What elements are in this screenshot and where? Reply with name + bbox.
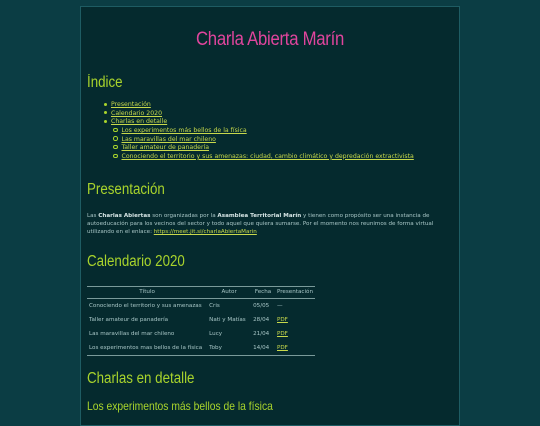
toc-link-presentacion[interactable]: Presentación (111, 101, 151, 108)
cell-presentacion (275, 341, 315, 356)
table-row (87, 341, 315, 356)
intro-bold: Charlas Abiertas (98, 213, 151, 219)
cell-autor: Nati y Matías (209, 317, 246, 323)
toc-subitem[interactable] (113, 144, 414, 153)
bullet-icon (113, 145, 118, 150)
page-container (80, 6, 460, 426)
cell-fecha: 21/04 (253, 331, 270, 337)
site-title: Charla Abierta Marín (195, 29, 345, 50)
heading-calendario: Calendario 2020 (87, 253, 185, 270)
cell-titulo: Las maravillas del mar chileno (89, 331, 175, 337)
toc-item[interactable] (104, 110, 167, 119)
calendar-table (87, 286, 315, 356)
cell-autor: Toby (207, 341, 251, 356)
cell-fecha: 28/04 (253, 317, 270, 323)
cell-fecha: 05/05 (253, 303, 270, 309)
bullet-icon (113, 154, 118, 159)
toc-link-detalle[interactable]: Charlas en detalle (111, 118, 168, 126)
toc-link-taller[interactable]: Taller amateur de panadería (121, 144, 209, 152)
table-header-row (87, 287, 315, 299)
bullet-icon (104, 103, 107, 106)
heading-detalle: Charlas en detalle (87, 370, 195, 387)
cell-titulo: Los experimentos mas bellos de la física (87, 341, 207, 356)
toc-list (104, 101, 167, 127)
heading-presentacion: Presentación (87, 181, 165, 198)
pdf-link[interactable]: PDF (276, 317, 288, 323)
pdf-link[interactable]: PDF (276, 331, 288, 337)
toc-subitem[interactable] (113, 127, 414, 136)
cell-presentacion: — (276, 303, 283, 309)
intro-paragraph (87, 212, 447, 236)
col-header-presentacion: Presentación (275, 287, 315, 299)
col-header-autor: Autor (207, 287, 251, 299)
heading-indice: Índice (87, 74, 123, 91)
bullet-icon (113, 136, 118, 141)
meet-link[interactable]: https://meet.jit.si/charlaAbiertaMarin (153, 229, 257, 236)
bullet-icon (104, 120, 107, 123)
intro-text: y tienen como propósito ser una instancia de autoeducación para los vecinos del sector y todo aquel que quiera sumarse. Por el momento nos reunimos de forma virtual utilizando en el enlace: (87, 213, 434, 236)
toc-link-calendario[interactable]: Calendario 2020 (111, 109, 163, 117)
table-row (87, 313, 315, 327)
col-header-titulo: Título (87, 287, 207, 299)
intro-bold: Asamblea Territorial Marín (217, 213, 302, 219)
cell-presentacion (275, 313, 315, 327)
col-header-fecha: Fecha (251, 287, 275, 299)
intro-text: Las (87, 213, 99, 219)
bullet-icon (104, 111, 107, 114)
bullet-icon (113, 128, 118, 133)
table-row (87, 327, 315, 341)
cell-autor: Cris (209, 303, 220, 309)
cell-titulo: Conociendo el territorio y sus amenazas (89, 303, 202, 309)
cell-fecha: 14/04 (251, 341, 275, 356)
toc-subitem[interactable] (113, 153, 414, 162)
cell-titulo: Taller amateur de panadería (89, 317, 169, 323)
toc-sublist (113, 127, 414, 161)
toc-link-experimentos[interactable]: Los experimentos más bellos de la física (121, 127, 247, 134)
heading-detalle-sub: Los experimentos más bellos de la física (87, 399, 273, 413)
intro-text: son organizadas por la (150, 213, 218, 219)
toc-item[interactable] (104, 118, 167, 127)
pdf-link[interactable]: PDF (276, 345, 288, 351)
toc-item[interactable] (104, 101, 167, 110)
toc-link-territorio[interactable]: Conociendo el territorio y sus amenazas: ciudad, cambio climático y depredación extractivista (121, 152, 414, 160)
cell-autor: Lucy (209, 331, 223, 337)
toc-link-maravillas[interactable]: Las maravillas del mar chileno (121, 135, 216, 143)
toc-subitem[interactable] (113, 136, 414, 145)
table-row (87, 299, 315, 314)
cell-presentacion (275, 327, 315, 341)
